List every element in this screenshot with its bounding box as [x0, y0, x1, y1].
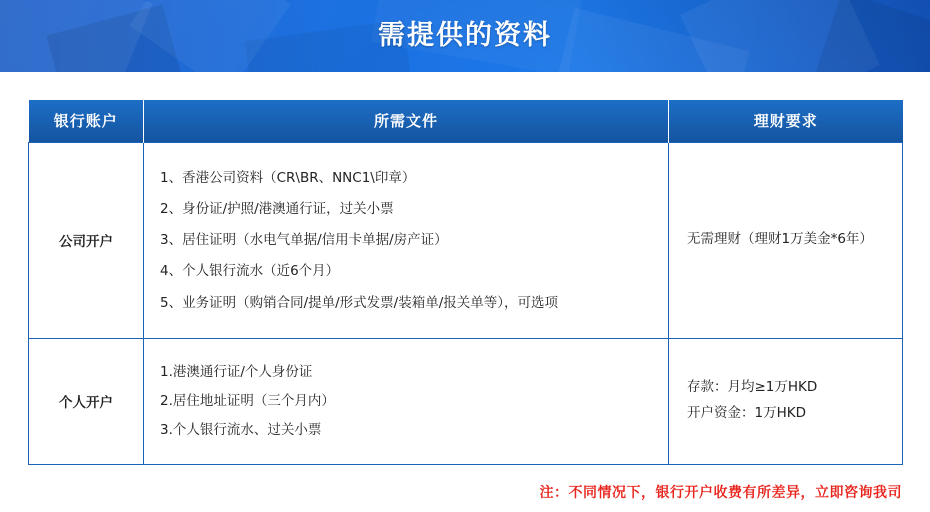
row-requirement-personal: [669, 338, 903, 464]
row-category-personal: 个人开户: [29, 338, 144, 464]
list-item: 2.居住地址证明（三个月内）: [160, 393, 335, 409]
row-documents-company: [144, 142, 669, 338]
table-row: [29, 338, 903, 464]
list-item: 5、业务证明（购销合同/提单/形式发票/装箱单/报关单等），可选项: [160, 294, 559, 311]
requirements-table: [28, 100, 903, 465]
row-category-company: 公司开户: [29, 142, 144, 338]
page-title: 需提供的资料: [378, 20, 552, 51]
table-row: [29, 142, 903, 338]
header-banner: [0, 0, 930, 72]
table-header-documents: 所需文件: [144, 100, 669, 142]
list-item: 1、香港公司资料（CR\BR、NNC1\印章）: [160, 169, 416, 186]
list-item: 3.个人银行流水、过关小票: [160, 422, 322, 439]
row-requirement-company: [669, 142, 903, 338]
row-documents-personal: [144, 338, 669, 464]
requirement-line: 开户资金：1万HKD: [687, 405, 806, 422]
table-header-requirement: 理财要求: [669, 100, 903, 142]
requirement-line: 无需理财（理财1万美金*6年）: [687, 231, 873, 248]
list-item: 1.港澳通行证/个人身份证: [160, 363, 313, 380]
table-header-row: [29, 100, 903, 142]
table-header-account: 银行账户: [29, 100, 144, 142]
requirement-line: 存款：月均≥1万HKD: [687, 379, 818, 396]
list-item: 3、居住证明（水电气单据/信用卡单据/房产证）: [160, 232, 448, 248]
list-item: 2、身份证/护照/港澳通行证，过关小票: [160, 200, 394, 217]
requirements-table-wrap: [28, 100, 902, 465]
footer-note: 注：不同情况下，银行开户收费有所差异，立即咨询我司: [539, 485, 902, 501]
list-item: 4、个人银行流水（近6个月）: [160, 263, 340, 280]
